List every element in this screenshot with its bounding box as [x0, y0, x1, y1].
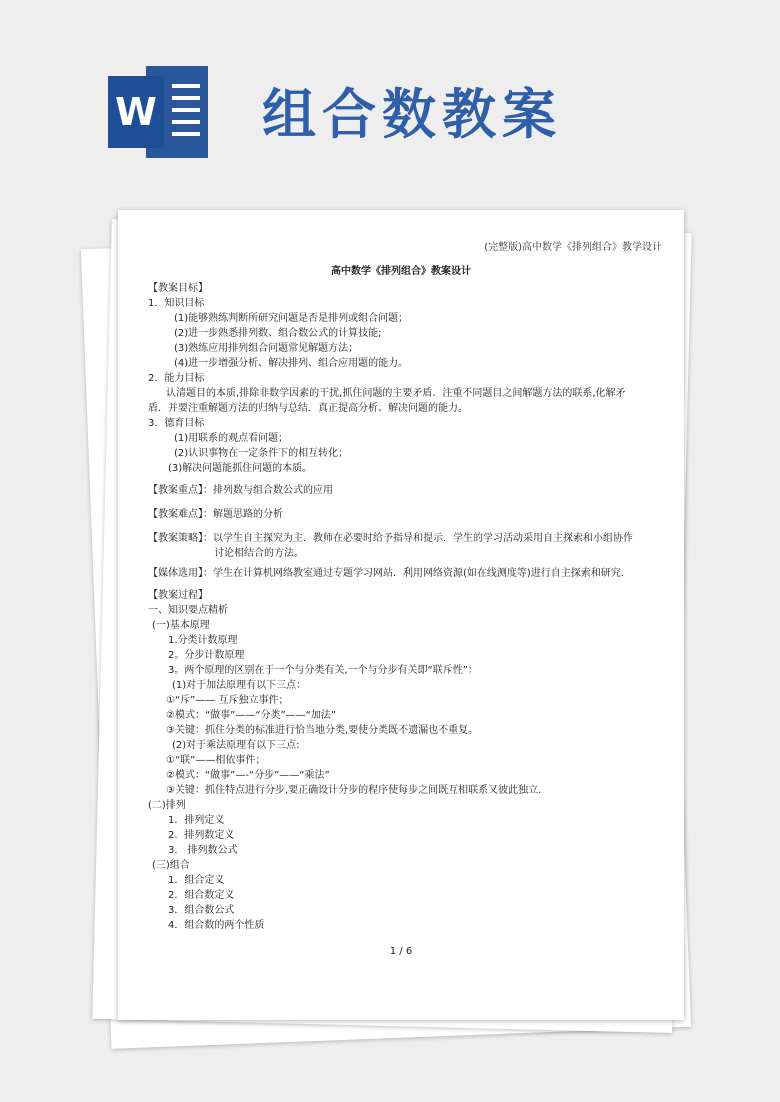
doc-line: ②模式：“做事”—-“分步”——“乘法”	[166, 770, 330, 781]
doc-line: (三)组合	[152, 860, 190, 871]
doc-line: ①“斥”—— 互斥独立事件；	[166, 695, 289, 706]
doc-line: 【教案重点】：排列数与组合数公式的应用	[148, 485, 333, 496]
doc-line: 【教案难点】：解题思路的分析	[148, 509, 283, 520]
doc-line: 3。两个原理的区别在于一个与分类有关,一个与分步有关即“联斥性”：	[168, 665, 478, 676]
word-logo-icon	[108, 66, 208, 158]
doc-line: 2．组合数定义	[168, 890, 235, 901]
doc-line: (2)对于乘法原理有以下三点:	[172, 740, 300, 751]
doc-line: (1)对于加法原理有以下三点：	[172, 680, 307, 691]
doc-line: (3)熟练应用排列组合问题常见解题方法；	[174, 343, 359, 354]
doc-line: 3．德育目标	[148, 418, 205, 429]
doc-line: 3． 排列数公式	[168, 845, 238, 856]
doc-line: 盾．并要注重解题方法的归纳与总结．真正提高分析、解决问题的能力。	[148, 403, 468, 414]
doc-line: 认清题目的本质,排除非数学因素的干扰,抓住问题的主要矛盾．注重不同题目之间解题方法的联系,化解矛	[166, 388, 626, 399]
doc-line: 2。分步计数原理	[168, 650, 245, 661]
doc-line: 【媒体选用】：学生在计算机网络教室通过专题学习网站．利用网络资源(如在线测度等)进行自主探索和研究.	[148, 568, 624, 579]
doc-line: 4．组合数的两个性质	[168, 920, 265, 931]
page-header: (完整版)高中数学《排列组合》教学设计	[484, 242, 662, 253]
doc-line: (4)进一步增强分析、解决排列、组合应用题的能力。	[174, 358, 409, 369]
doc-line: (二)排列	[148, 800, 186, 811]
doc-line: 1．排列定义	[168, 815, 225, 826]
doc-line: 2．排列数定义	[168, 830, 235, 841]
doc-line: (3)解决问题能抓住问题的本质。	[168, 463, 313, 474]
doc-line: 【教案过程】	[148, 590, 208, 601]
doc-line: 3．组合数公式	[168, 905, 235, 916]
doc-line: (2)认识事物在一定条件下的相互转化；	[174, 448, 349, 459]
doc-line: ③关键：抓住分类的标准进行恰当地分类,要使分类既不遗漏也不重复。	[166, 725, 479, 736]
doc-line: ③关键：抓住特点进行分步,要正确设计分步的程序使每步之间既互相联系又彼此独立.	[166, 785, 542, 796]
doc-line: 讨论相结合的方法。	[214, 548, 304, 559]
doc-line: 1.分类计数原理	[168, 635, 238, 646]
doc-line: (2)进一步熟悉排列数、组合数公式的计算技能;	[174, 328, 382, 339]
banner-title: 组合数教案	[262, 83, 562, 146]
doc-line: 1．知识目标	[148, 298, 205, 309]
doc-line: 一、知识要点精析	[148, 605, 228, 616]
document-page	[118, 210, 684, 1020]
doc-line: (1)用联系的观点看问题；	[174, 433, 289, 444]
doc-line: (1)能够熟练判断所研究问题是否是排列或组合问题；	[174, 313, 409, 324]
doc-line: ①“联”——相依事件；	[166, 755, 266, 766]
doc-line: 【教案目标】	[148, 283, 208, 294]
doc-line: 【教案策略】：以学生自主探究为主．教师在必要时给予指导和提示．学生的学习活动采用自主探索和小组协作	[148, 533, 633, 544]
page-number: 1 / 6	[389, 946, 413, 957]
banner	[0, 0, 780, 200]
document-title: 高中数学《排列组合》教案设计	[331, 266, 471, 277]
doc-line: 2．能力目标	[148, 373, 205, 384]
doc-line: 1．组合定义	[168, 875, 225, 886]
doc-line: (一)基本原理	[152, 620, 210, 631]
doc-line: ②模式：“做事”——“分类”——“加法”	[166, 710, 337, 721]
word-letter: W	[108, 76, 164, 148]
